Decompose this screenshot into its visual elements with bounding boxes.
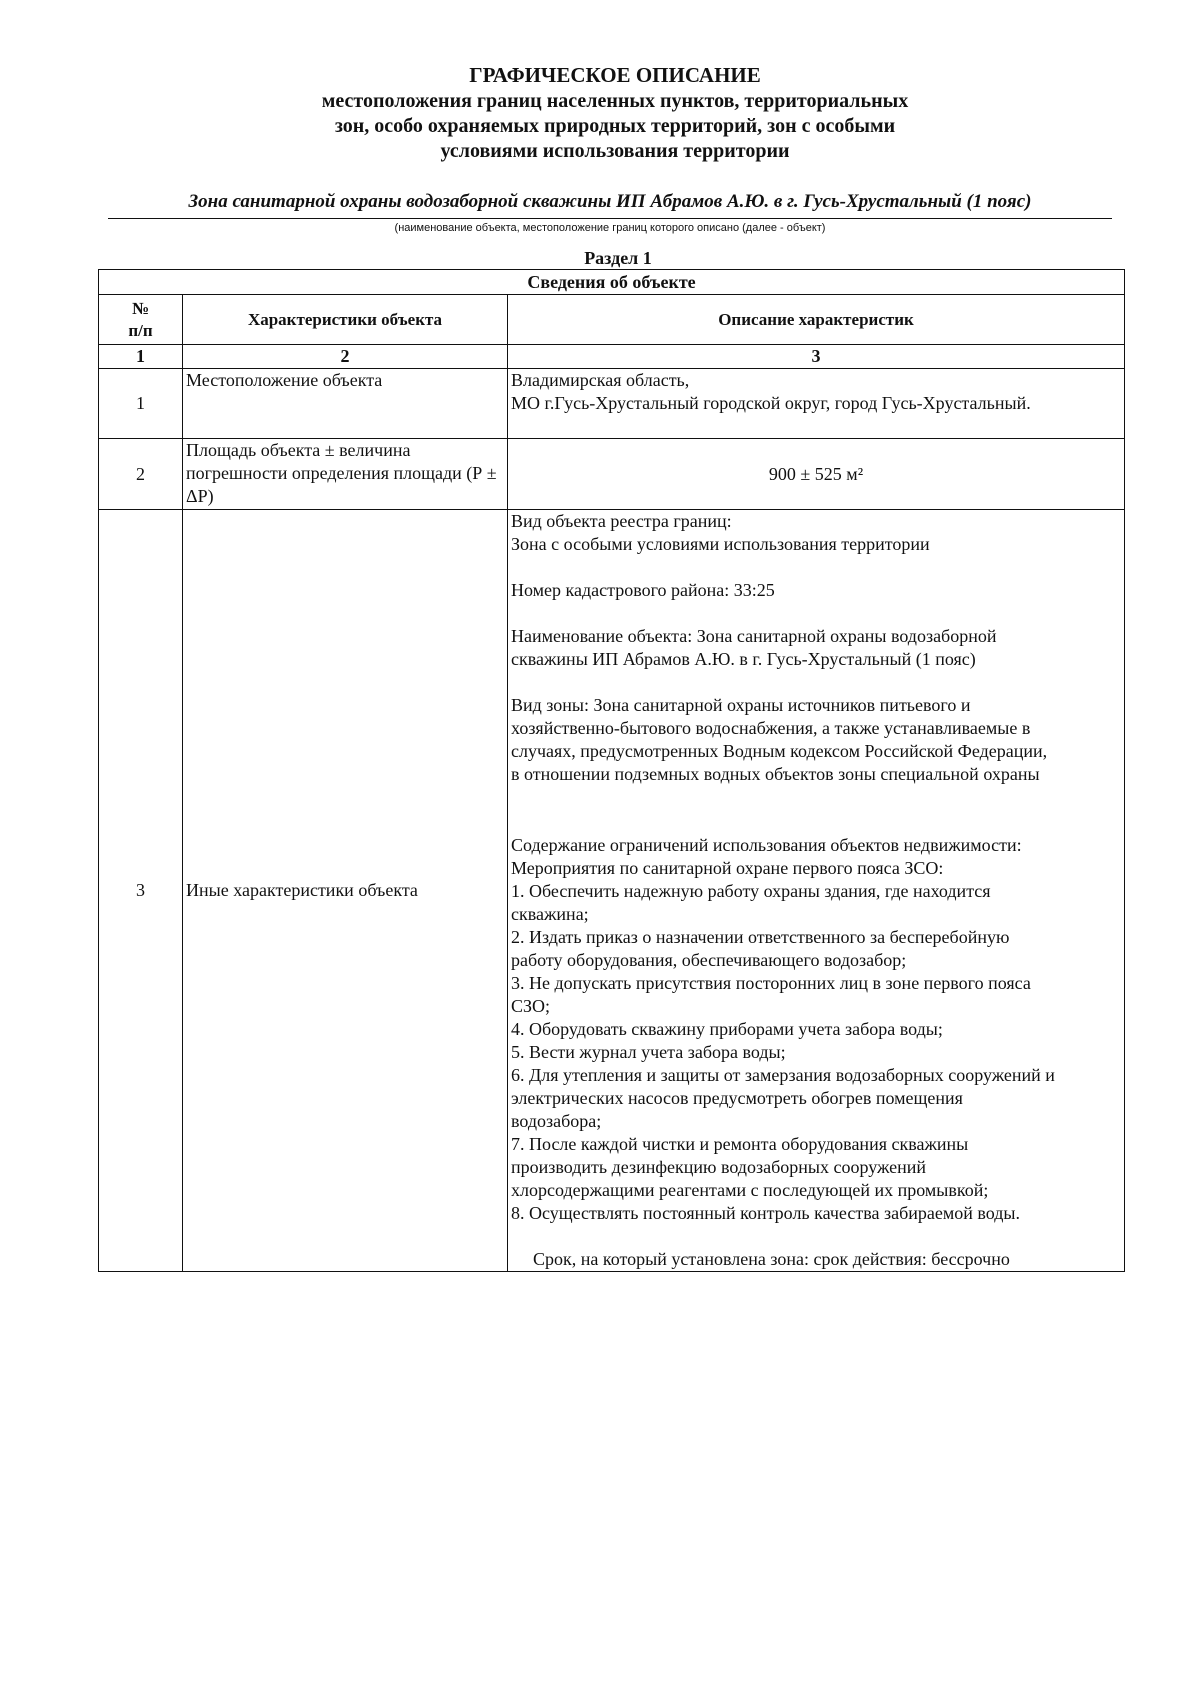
table-row (99, 369, 1125, 439)
row-description: 900 ± 525 м² (508, 439, 1125, 510)
row-number: 3 (99, 510, 183, 1272)
document-subtitle-line-1: местоположения границ населенных пунктов, территориальных (321, 90, 909, 112)
column-number-row (99, 345, 1125, 369)
header-characteristics: Характеристики объекта (183, 295, 508, 345)
column-number-2: 2 (183, 345, 508, 369)
restrictions-text: Содержание ограничений использования объектов недвижимости: Мероприятия по санитарной охране первого пояса ЗСО: 1. Обеспечить надежную работу охраны здания, где находится скважина; 2. Издать приказ о назначении ответственного за бесперебойную работу оборудования, обеспечивающего водозабор; 3. Не допускать присутствия посторонних лиц в зоне первого пояса СЗО; 4. Оборудовать скважину приборами учета забора воды; 5. Вести журнал учета забора воды; 6. Для утепления и защиты от замерзания водозаборных сооружений и электрических насосов предусмотреть обогрев помещения водозабора; 7. После каждой чистки и ремонта оборудования скважины производить дезинфекцию водозаборных сооружений хлорсодержащими реагентами с последующей их промывкой; 8. Осуществлять постоянный контроль качества забираемой воды. (511, 835, 1055, 1223)
header-number (99, 295, 183, 345)
location-text: Владимирская область, МО г.Гусь-Хрустальный городской округ, город Гусь-Хрустальный. (511, 370, 1031, 413)
header-description: Описание характеристик (508, 295, 1125, 345)
row-description (508, 369, 1125, 439)
document-title: ГРАФИЧЕСКОЕ ОПИСАНИЕ (469, 63, 761, 87)
zone-term-text: Срок, на который установлена зона: срок действия: бессрочно (533, 1249, 1010, 1269)
zone-type-text: Вид зоны: Зона санитарной охраны источников питьевого и хозяйственно-бытового водоснабжения, а также устанавливаемые в случаях, предусмотренных Водным кодексом Российской Федерации, в отношении подземных водных объектов зоны специальной охраны (511, 695, 1048, 784)
header-number-label: № п/п (128, 298, 153, 340)
object-name-text: Наименование объекта: Зона санитарной охраны водозаборной скважины ИП Абрамов А.Ю. в г. Гусь-Хрустальный (1 пояс) (511, 626, 997, 669)
column-number-3: 3 (508, 345, 1125, 369)
cadastral-district-text: Номер кадастрового района: 33:25 (511, 580, 775, 600)
column-number-1: 1 (99, 345, 183, 369)
row-characteristic: Иные характеристики объекта (183, 510, 508, 1272)
table-title-row (99, 270, 1125, 295)
row-number: 2 (99, 439, 183, 510)
row-description (508, 510, 1125, 1272)
registry-type-text: Вид объекта реестра границ: Зона с особыми условиями использования территории (511, 511, 930, 554)
object-name-underline (108, 218, 1112, 219)
object-name-caption: (наименование объекта, местоположение границ которого описано (далее - объект) (394, 222, 826, 234)
document-subtitle-line-3: условиями использования территории (440, 140, 790, 162)
row-characteristic: Площадь объекта ± величина погрешности определения площади (Р ± ΔР) (183, 439, 508, 510)
row-characteristic: Местоположение объекта (183, 369, 508, 439)
section-title: Раздел 1 (584, 248, 652, 268)
document-subtitle-line-2: зон, особо охраняемых природных территорий, зон с особыми (334, 115, 896, 137)
object-name: Зона санитарной охраны водозаборной скважины ИП Абрамов А.Ю. в г. Гусь-Хрустальный (1 пояс) (188, 191, 1032, 212)
table-title: Сведения об объекте (99, 270, 1125, 295)
row-number: 1 (99, 369, 183, 439)
table-row (99, 439, 1125, 510)
object-info-table (98, 269, 1125, 1272)
table-header-row (99, 295, 1125, 345)
table-row (99, 510, 1125, 1272)
